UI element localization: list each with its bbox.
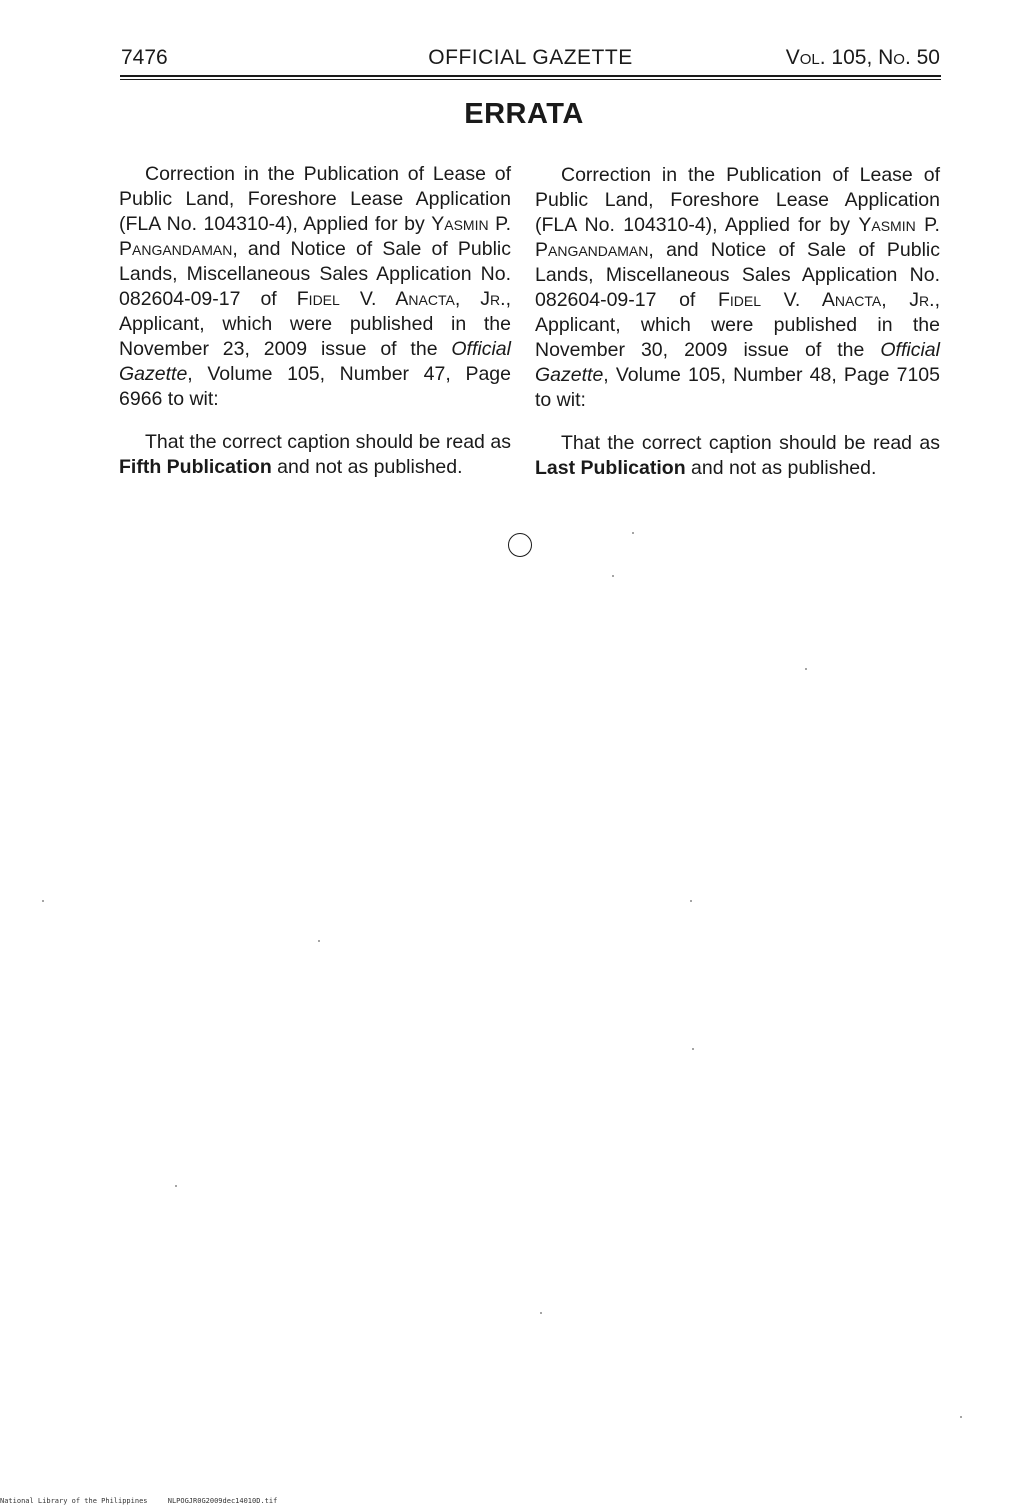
text-segment: , Applicant, which were published in the November 30, 2009 issue of the [535, 289, 940, 361]
scan-speck [540, 1312, 542, 1314]
text-segment: , Volume 105, Number 47, Page 6966 to wit: [119, 363, 511, 410]
right-column [535, 163, 940, 481]
text-segment: That the correct caption should be read as [561, 432, 940, 454]
left-column [119, 162, 511, 480]
scan-speck [805, 668, 807, 670]
text-segment: , and Notice of Sale of Public Lands, Miscellaneous Sales Application No. 082604-09-17 of [535, 239, 940, 311]
scan-speck [960, 1416, 962, 1418]
correct-caption: Fifth Publication [119, 456, 272, 478]
scan-speck [632, 532, 634, 534]
section-end-circle-icon [508, 533, 532, 557]
text-segment: , Applicant, which were published in the November 23, 2009 issue of the [119, 288, 511, 360]
header-rule [120, 75, 941, 77]
applicant-name: Yasmin P. Pangandaman [119, 213, 511, 260]
header-rule-thin [120, 79, 941, 80]
scan-speck [175, 1185, 177, 1187]
scan-speck [318, 940, 320, 942]
library-credit: National Library of the Philippines [0, 1497, 148, 1505]
scan-speck [612, 575, 614, 577]
page-number: 7476 [121, 46, 168, 69]
scan-filename: NLPOGJR0G2009dec14010D.tif [167, 1497, 278, 1505]
scan-speck [42, 900, 44, 902]
applicant-name: Fidel V. Anacta, Jr. [717, 289, 935, 311]
erratum-paragraph [535, 163, 940, 413]
scan-speck [690, 900, 692, 902]
applicant-name: Yasmin P. Pangandaman [535, 214, 940, 261]
text-segment: and not as published. [271, 456, 463, 478]
correct-caption: Last Publication [535, 457, 686, 479]
correction-paragraph [535, 431, 940, 481]
erratum-paragraph [119, 162, 511, 412]
gazette-italic: Official Gazette [119, 338, 511, 385]
applicant-name: Fidel V. Anacta, Jr. [296, 288, 506, 310]
text-segment: That the correct caption should be read as [145, 431, 511, 453]
publication-name: OFFICIAL GAZETTE [428, 46, 633, 69]
gazette-italic: Official Gazette [535, 339, 940, 386]
correction-paragraph [119, 430, 511, 480]
page-header [121, 46, 940, 72]
volume-issue: Vol. 105, No. 50 [785, 46, 940, 69]
text-segment: , Volume 105, Number 48, Page 7105 to wit: [535, 364, 940, 411]
scan-footer [0, 1497, 293, 1505]
scan-speck [692, 1048, 694, 1050]
text-segment: , and Notice of Sale of Public Lands, Miscellaneous Sales Application No. 082604-09-17 of [119, 238, 511, 310]
text-segment: and not as published. [685, 457, 877, 479]
text-segment: Correction in the Publication of Lease of Public Land, Foreshore Lease Application (FLA No. 104310-4), Applied for by [119, 163, 511, 235]
section-title: ERRATA [464, 98, 584, 130]
text-segment: Correction in the Publication of Lease of Public Land, Foreshore Lease Application (FLA No. 104310-4), Applied for by [535, 164, 940, 236]
